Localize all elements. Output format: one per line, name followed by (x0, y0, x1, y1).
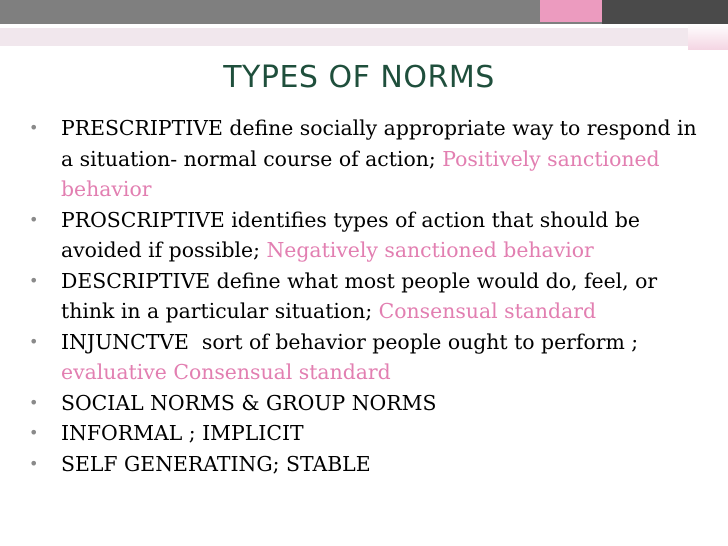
bullet-dot-icon: • (29, 331, 39, 351)
bullet-text: DESCRIPTIVE define what most people would do, feel, or think in a particular situation; (61, 268, 664, 323)
top-decorative-bar (0, 0, 728, 24)
bullet-text: PRESCRIPTIVE define socially appropriate way to respond in a situation- normal course of action; (61, 116, 704, 171)
bullet-dot-icon: • (29, 270, 39, 290)
bullet-text: SELF GENERATING; STABLE (61, 451, 371, 476)
bullet-list (26, 113, 702, 479)
bullet-accent-text: Positively sanctioned behavior (61, 146, 660, 201)
header-pink-rule (0, 28, 728, 46)
bullet-dot-icon: • (29, 453, 39, 473)
bullet-dot-icon: • (29, 423, 39, 442)
bullet-dot-icon: • (29, 392, 39, 412)
bullet-accent-text: Consensual standard (378, 299, 597, 323)
bullet-dot-icon: • (29, 209, 39, 229)
bullet-text: PROSCRIPTIVE identifies types of action that should be avoided if possible; (61, 207, 647, 262)
top-dark-accent-block (602, 0, 728, 24)
bullet-item-injunctive (26, 327, 702, 388)
bullet-accent-text: evaluative Consensual standard (61, 360, 391, 384)
bullet-text: SOCIAL NORMS & GROUP NORMS (61, 390, 437, 415)
bullet-item-prescriptive (26, 113, 702, 205)
bullet-text: INJUNCTVE sort of behavior people ought to perform ; (61, 329, 645, 354)
bullet-item-informal (26, 418, 702, 449)
bullet-item-descriptive (26, 266, 702, 327)
slide-title: TYPES OF NORMS (223, 60, 495, 95)
header-rule-band (0, 24, 728, 50)
header-pink-corner (688, 24, 728, 50)
bullet-text: INFORMAL ; IMPLICIT (61, 421, 304, 445)
bullet-item-social-norms (26, 388, 702, 419)
bullet-dot-icon: • (29, 118, 39, 137)
bullet-item-self-generating (26, 449, 702, 480)
bullet-accent-text: Negatively sanctioned behavior (266, 238, 594, 262)
bullet-item-proscriptive (26, 205, 702, 266)
